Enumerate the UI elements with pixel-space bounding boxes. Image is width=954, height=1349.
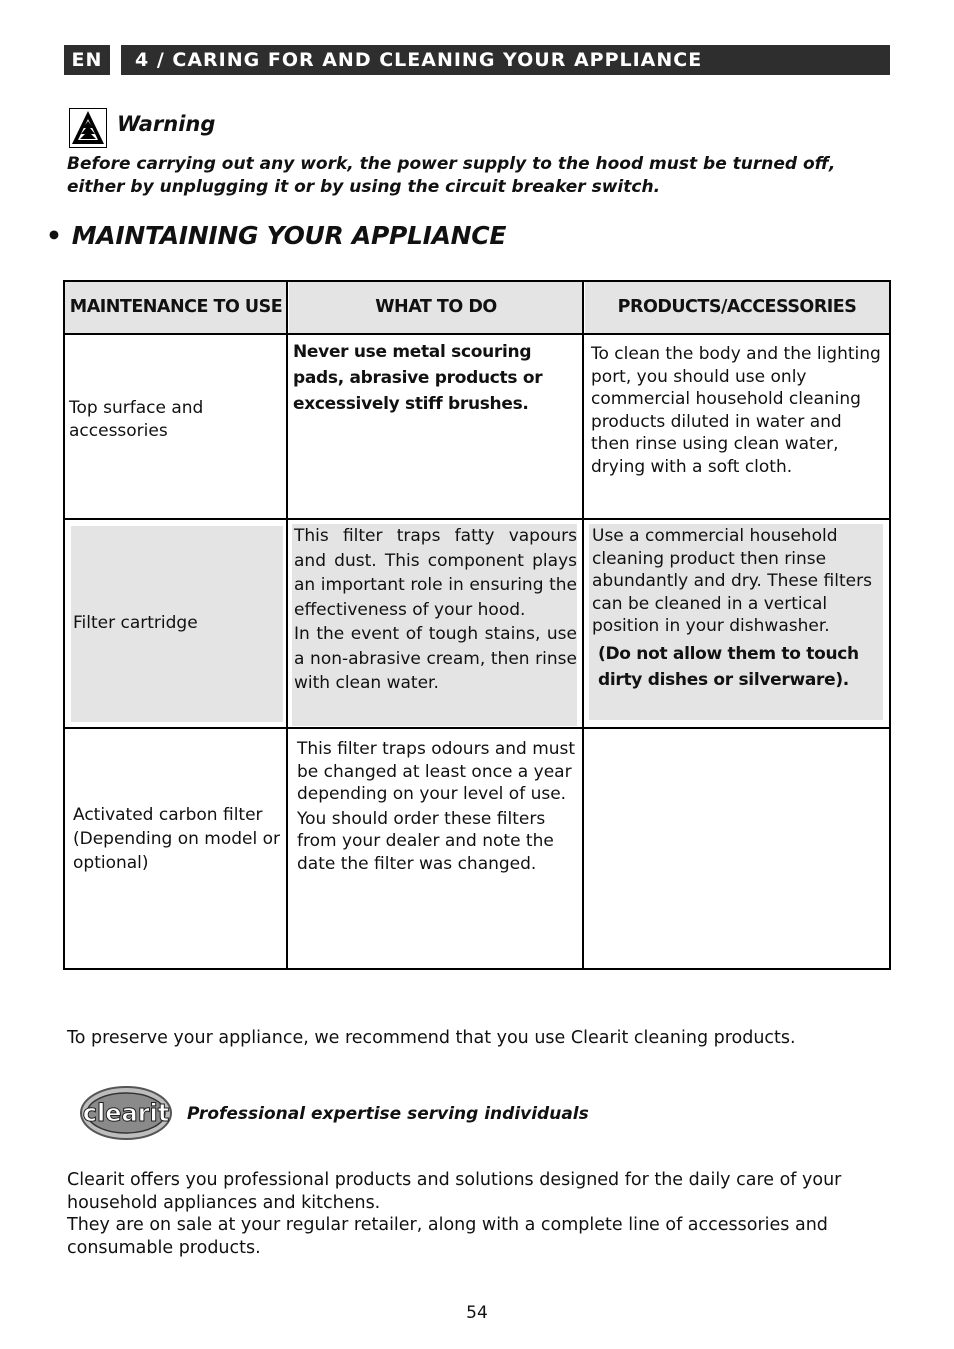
products-text: Use a commercial household cleaning product then rinse abundantly and dry. These filters can be cleaned in a vertical position in your dishwasher.: [592, 526, 872, 636]
section-title: [46, 221, 506, 250]
brand-tagline: Professional expertise serving individuals: [187, 1104, 589, 1124]
warning-text: Before carrying out any work, the power supply to the hood must be turned off, either by unplugging it or by using the circuit breaker switch.: [67, 154, 836, 197]
row-divider: [65, 333, 889, 335]
bullet: •: [46, 221, 62, 250]
what-text: This filter traps odours and must be changed at least once a year depending on your level of use.: [297, 739, 576, 804]
table-row-products: [592, 525, 884, 693]
row-divider: [65, 518, 889, 520]
what-text: This filter traps fatty vapours and dust. This component plays an important role in ensuring the effectiveness of your hood.: [294, 526, 577, 620]
body-paragraph: Clearit offers you professional products and solutions designed for the daily care of your household appliances and kitchens.: [67, 1170, 842, 1213]
logo-text: clearit: [82, 1099, 170, 1127]
table-row-what: [294, 524, 577, 696]
column-divider: [582, 282, 584, 968]
row-divider: [65, 727, 889, 729]
table-header-what-to-do: WHAT TO DO: [289, 282, 583, 333]
what-extra-text: In the event of tough stains, use a non-abrasive cream, then rinse with clean water.: [294, 624, 577, 693]
table-row-what: Never use metal scouring pads, abrasive products or excessively stiff brushes.: [293, 342, 543, 414]
table-header-products: PRODUCTS/ACCESSORIES: [585, 282, 889, 333]
language-badge: EN: [64, 45, 110, 75]
table-row-what: [297, 738, 579, 875]
clearit-logo: [79, 1085, 173, 1141]
body-paragraph: They are on sale at your regular retailer, along with a complete line of accessories and consumable products.: [67, 1215, 828, 1258]
what-extra-text: You should order these filters from your dealer and note the date the filter was changed.: [297, 808, 554, 874]
warning-triangle-icon: [69, 108, 107, 148]
page-number: 54: [466, 1303, 488, 1323]
table-row-item: Top surface and accessories: [69, 398, 204, 441]
column-divider: [286, 282, 288, 968]
table-row-products: To clean the body and the lighting port, you should use only commercial household cleaning products diluted in water and then rinse using clean water, drying with a soft cloth.: [591, 344, 881, 477]
chapter-header: 4 / CARING FOR AND CLEANING YOUR APPLIANCE: [121, 45, 890, 75]
maintenance-table: [63, 280, 891, 970]
section-title-text: MAINTAINING YOUR APPLIANCE: [71, 221, 507, 250]
warning-title: Warning: [117, 112, 216, 136]
table-header-maintenance: MAINTENANCE TO USE: [65, 282, 287, 333]
products-note: (Do not allow them to touch dirty dishes or silverware).: [598, 643, 859, 690]
recommend-text: To preserve your appliance, we recommend that you use Clearit cleaning products.: [67, 1028, 796, 1048]
table-row-item: Filter cartridge: [73, 613, 198, 633]
table-row-item: Activated carbon filter (Depending on model or optional): [73, 805, 280, 873]
